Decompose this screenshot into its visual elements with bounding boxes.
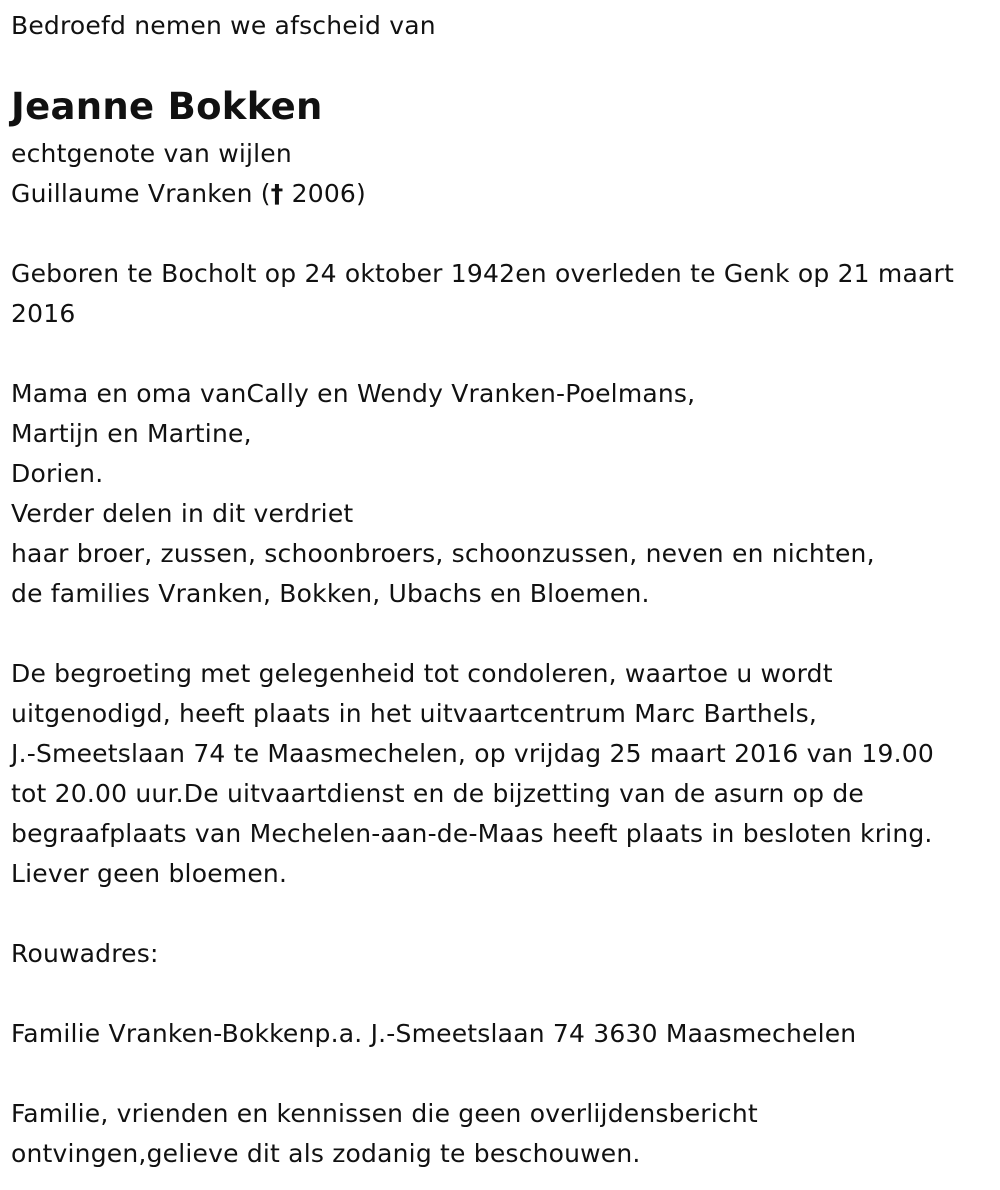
- spouse-name-line: [11, 174, 366, 214]
- address-value: Familie Vranken-Bokkenp.a. J.-Smeetslaan 74 3630 Maasmechelen: [11, 1019, 857, 1048]
- intro-text: Bedroefd nemen we afscheid van: [11, 11, 436, 40]
- ceremony-line: J.-Smeetslaan 74 te Maasmechelen, op vrijdag 25 maart 2016 van 19.00: [11, 739, 934, 768]
- family-line: haar broer, zussen, schoonbroers, schoonzussen, neven en nichten,: [11, 539, 875, 568]
- closing-block: [11, 1094, 758, 1174]
- address-label-block: [11, 934, 159, 974]
- birth-death-block: [11, 254, 954, 334]
- birth-death-line-continued: 2016: [11, 299, 76, 328]
- spouse-name: Guillaume Vranken (: [11, 179, 271, 208]
- family-line: Martijn en Martine,: [11, 419, 252, 448]
- closing-line: Familie, vrienden en kennissen die geen overlijdensbericht: [11, 1099, 758, 1128]
- family-line: de families Vranken, Bokken, Ubachs en Bloemen.: [11, 579, 650, 608]
- spouse-block: [11, 134, 366, 214]
- ceremony-line: De begroeting met gelegenheid tot condoleren, waartoe u wordt: [11, 659, 833, 688]
- deceased-name: Jeanne Bokken: [11, 85, 323, 128]
- spouse-death-year: 2006): [283, 179, 366, 208]
- ceremony-line: begraafplaats van Mechelen-aan-de-Maas heeft plaats in besloten kring.: [11, 819, 933, 848]
- ceremony-line: uitgenodigd, heeft plaats in het uitvaartcentrum Marc Barthels,: [11, 699, 817, 728]
- address-block: [11, 1014, 856, 1054]
- ceremony-line: Liever geen bloemen.: [11, 859, 288, 888]
- family-line: Dorien.: [11, 459, 104, 488]
- birth-death-line: Geboren te Bocholt op 24 oktober 1942en overleden te Genk op 21 maart: [11, 259, 954, 288]
- cross-icon: †: [270, 179, 284, 208]
- ceremony-block: [11, 654, 934, 894]
- spouse-line: echtgenote van wijlen: [11, 139, 292, 168]
- ceremony-line: tot 20.00 uur.De uitvaartdienst en de bijzetting van de asurn op de: [11, 779, 865, 808]
- closing-line: ontvingen,gelieve dit als zodanig te beschouwen.: [11, 1139, 641, 1168]
- family-block: [11, 374, 875, 614]
- family-line: Mama en oma vanCally en Wendy Vranken-Poelmans,: [11, 379, 696, 408]
- family-line: Verder delen in dit verdriet: [11, 499, 354, 528]
- address-label: Rouwadres:: [11, 939, 159, 968]
